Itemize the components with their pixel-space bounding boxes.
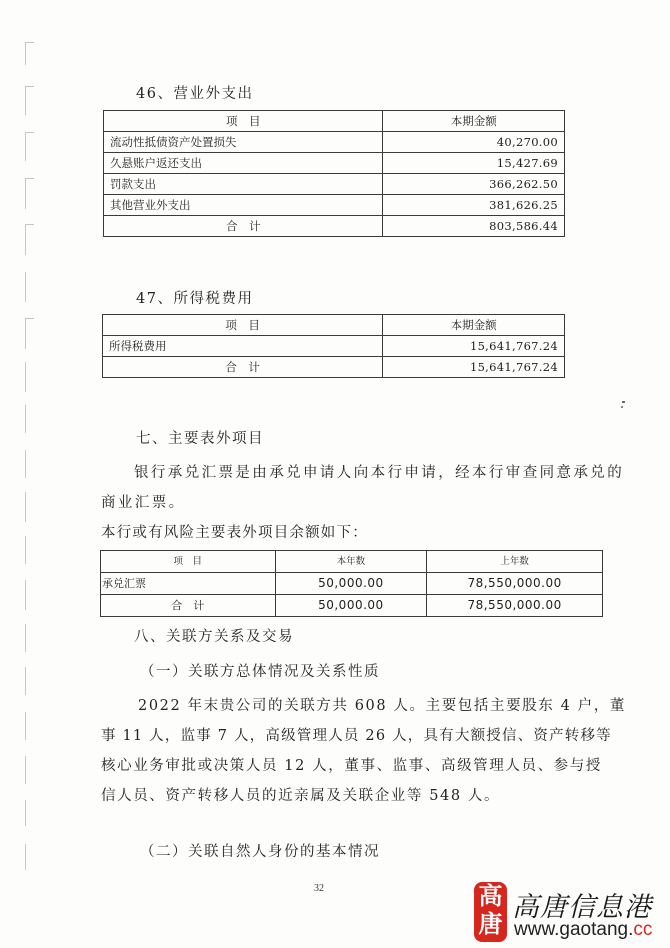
row-current: 50,000.00 — [275, 573, 427, 595]
header-item: 项 目 — [103, 315, 383, 336]
header-current-year: 本年数 — [275, 551, 427, 573]
row-item: 罚款支出 — [104, 174, 383, 195]
section-7-paragraph-line-1: 银行承兑汇票是由承兑申请人向本行申请，经本行审查同意承兑的 — [134, 465, 625, 481]
brand-url-tld: cc — [633, 919, 653, 940]
table-total-row — [103, 357, 565, 378]
table-header-row — [101, 551, 603, 573]
table-header-row — [104, 111, 565, 132]
table-row — [104, 174, 565, 195]
table-row — [101, 573, 603, 595]
section-8-paragraph-line: 事 11 人，监事 7 人，高级管理人员 26 人，具有大额授信、资产转移等 — [101, 728, 612, 744]
off-balance-sheet-table — [100, 550, 603, 617]
row-amount: 366,262.50 — [383, 174, 565, 195]
row-amount: 40,270.00 — [383, 132, 565, 153]
row-item: 其他营业外支出 — [104, 195, 383, 216]
table-row — [103, 336, 565, 357]
section-47-heading: 47、所得税费用 — [136, 291, 254, 307]
total-prior: 78,550,000.00 — [427, 595, 603, 617]
page-number: 32 — [314, 883, 324, 894]
header-amount: 本期金额 — [383, 111, 565, 132]
row-amount: 15,427.69 — [383, 153, 565, 174]
section-8-subheading-2: （二）关联自然人身份的基本情况 — [140, 844, 380, 860]
table-row — [104, 195, 565, 216]
brand-url-main: www.gaotang. — [514, 919, 634, 940]
row-amount: 381,626.25 — [383, 195, 565, 216]
section-8-subheading-1: （一）关联方总体情况及关系性质 — [140, 664, 380, 680]
seal-logo: 高 唐 — [474, 882, 507, 942]
row-item: 久悬账户返还支出 — [104, 153, 383, 174]
scan-speck — [621, 406, 623, 408]
header-amount: 本期金额 — [383, 315, 565, 336]
row-amount: 15,641,767.24 — [383, 336, 565, 357]
total-label: 合 计 — [104, 216, 383, 237]
table-total-row — [104, 216, 565, 237]
section-8-paragraph-line: 2022 年末贵公司的关联方共 608 人。主要包括主要股东 4 户，董 — [138, 698, 626, 714]
brand-url — [514, 919, 652, 941]
section-8-paragraph-line: 核心业务审批或决策人员 12 人，董事、监事、高级管理人员、参与授 — [101, 758, 602, 774]
total-amount: 803,586.44 — [383, 216, 565, 237]
section-8-heading: 八、关联方关系及交易 — [134, 629, 294, 645]
section-46-heading: 46、营业外支出 — [136, 86, 254, 102]
row-item: 所得税费用 — [103, 336, 383, 357]
table-total-row — [101, 595, 603, 617]
table-row — [104, 153, 565, 174]
header-item: 项 目 — [101, 551, 276, 573]
row-prior: 78,550,000.00 — [427, 573, 603, 595]
table-header-row — [103, 315, 565, 336]
header-item: 项 目 — [104, 111, 383, 132]
table-row — [104, 132, 565, 153]
total-label: 合 计 — [103, 357, 383, 378]
scan-speck — [622, 401, 625, 403]
section-8-paragraph-line: 信人员、资产转移人员的近亲属及关联企业等 548 人。 — [101, 788, 501, 804]
header-prior-year: 上年数 — [427, 551, 603, 573]
income-tax-table — [102, 314, 565, 378]
section-7-intro: 本行或有风险主要表外项目余额如下： — [101, 525, 368, 541]
non-operating-expense-table — [103, 110, 565, 237]
total-label: 合 计 — [101, 595, 276, 617]
total-current: 50,000.00 — [275, 595, 427, 617]
section-7-heading: 七、主要表外项目 — [136, 431, 264, 447]
section-7-paragraph-line-2: 商业汇票。 — [101, 495, 186, 511]
row-item: 承兑汇票 — [101, 573, 276, 595]
total-amount: 15,641,767.24 — [383, 357, 565, 378]
brand-name: 高唐信息港 — [512, 892, 652, 923]
row-item: 流动性抵债资产处置损失 — [104, 132, 383, 153]
